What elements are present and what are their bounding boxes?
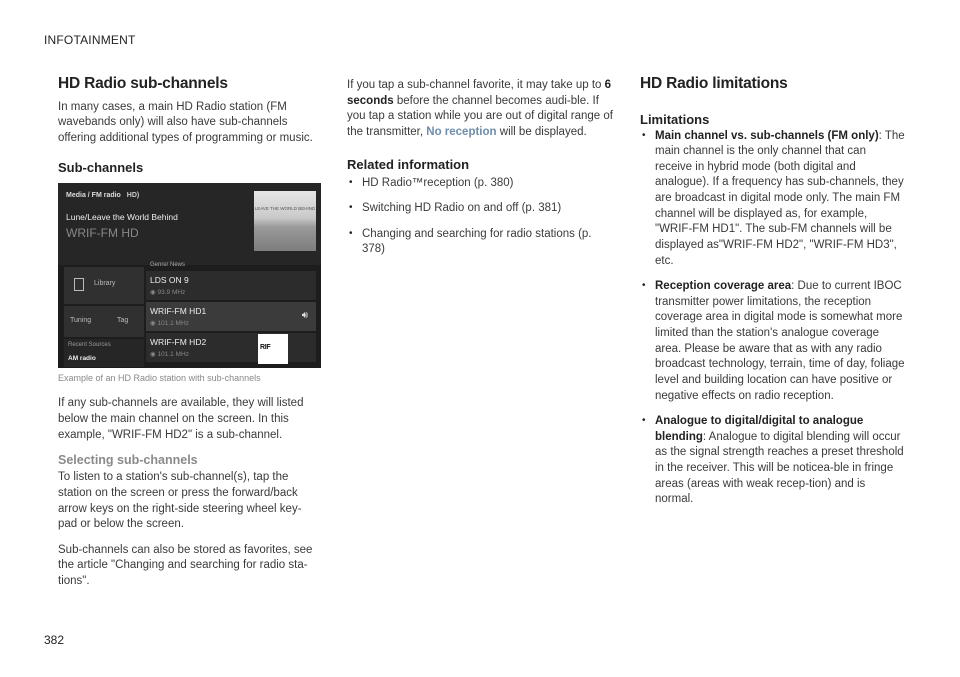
related-link[interactable]: • Changing and searching for radio stations (p. 378) xyxy=(347,227,617,258)
station-logo xyxy=(258,334,288,364)
station-row xyxy=(146,333,316,362)
station-row-name: WRIF-FM HD2 xyxy=(150,337,207,348)
figure-caption: Example of an HD Radio station with sub-channels xyxy=(58,373,261,384)
limitations-title: HD Radio limitations xyxy=(640,75,788,92)
hd-radio-icon: HD) xyxy=(126,192,140,200)
limitations-list xyxy=(640,129,906,508)
recent-sources-tile xyxy=(64,339,144,367)
column-1 xyxy=(58,75,320,600)
library-label: Library xyxy=(94,280,116,288)
album-art xyxy=(254,191,316,251)
column-2 xyxy=(347,78,617,268)
signal-icon: ◉ xyxy=(150,289,158,297)
tuning-tag-tile xyxy=(64,306,144,337)
selecting-heading: Selecting sub-channels xyxy=(58,453,198,468)
screen-station-name: WRIF-FM HD xyxy=(66,226,139,241)
column-3 xyxy=(640,75,906,518)
station-row-freq: ◉ 101.1 MHz xyxy=(150,320,189,328)
limitations-heading: Limitations xyxy=(640,111,710,127)
intro-paragraph: In many cases, a main HD Radio station (FM wavebands only) will also have sub-channels offering additional types of programming or music. xyxy=(58,100,313,144)
station-row xyxy=(146,302,316,331)
signal-icon: ◉ xyxy=(150,320,158,328)
screen-menu-label: Media / FM radio HD) xyxy=(66,192,140,200)
library-tile xyxy=(64,267,144,304)
screen-song-title: Lune/Leave the World Behind xyxy=(66,212,178,223)
related-list xyxy=(347,176,617,259)
emphasis-text: 6 seconds xyxy=(347,79,612,107)
no-reception-text: No reception xyxy=(426,125,497,138)
signal-icon: ◉ xyxy=(150,351,158,359)
paragraph: Sub-channels can also be stored as favorites, see the article "Changing and searching for radio sta-tions". xyxy=(58,543,313,588)
station-logo-text: RIF xyxy=(260,344,271,352)
station-row-name: WRIF-FM HD1 xyxy=(150,306,207,317)
limitation-item: • Analogue to digital/digital to analogue blending: Analogue to digital blending will occur as the signal strength reaches a preset threshold in the receiver. This will be noticea-ble in fringe areas (areas with weak recep-tion) and is normal. xyxy=(640,414,906,508)
limitation-item: • Reception coverage area: Due to current IBOC transmitter power limitations, the reception coverage area in digital mode is somewhat more limited than the station's analogue coverage area. Please be aware that as with any radio broadcast technology, terrain, time of day, foliage level and building location can have positive or negative effects on radio reception. xyxy=(640,279,906,404)
album-art-text: LEAVE THE WORLD BEHIND xyxy=(254,206,316,212)
running-head: INFOTAINMENT xyxy=(44,33,136,47)
station-row xyxy=(146,271,316,300)
library-icon xyxy=(74,278,84,291)
station-row-freq: ◉ 101.1 MHz xyxy=(150,351,189,359)
tuning-label: Tuning xyxy=(70,317,92,325)
speaker-icon: 🔊︎ xyxy=(301,310,308,322)
am-radio-label: AM radio xyxy=(68,355,96,363)
radio-screen-illustration xyxy=(58,183,321,368)
station-row-freq: ◉ 93.9 MHz xyxy=(150,289,186,297)
paragraph: To listen to a station's sub-channel(s), tap the station on the screen or press the forward/back arrow keys on the right-side steering wheel key-pad or below the screen. xyxy=(58,471,302,531)
recent-sources-label: Recent Sources xyxy=(68,342,111,349)
genre-label: Genre/ News xyxy=(150,262,186,269)
paragraph: If you tap a sub-channel favorite, it may take up to 6 seconds before the channel becomes audi-ble. If you tap a station while you are out of digital range of the transmitter, No reception will be displayed. xyxy=(347,79,613,138)
section-title: HD Radio sub-channels xyxy=(58,75,228,92)
sub-channels-heading: Sub-channels xyxy=(58,160,144,176)
related-link[interactable]: • Switching HD Radio on and off (p. 381) xyxy=(347,201,617,217)
related-information-heading: Related information xyxy=(347,156,470,172)
station-row-name: LDS ON 9 xyxy=(150,275,189,286)
page-number: 382 xyxy=(44,633,65,647)
limitation-item: • Main channel vs. sub-channels (FM only): The main channel is the only channel that can receive in hybrid mode (both digital and analogue). If a frequency has sub-channels, they are broadcast in digital mode only. The main FM channel will be displayed as, for example, "WRIF-FM HD1". The sub-FM channels will be displayed as"WRIF-FM HD2", "WRIF-FM HD3", etc. xyxy=(640,129,906,270)
tag-label: Tag xyxy=(117,317,129,325)
paragraph: If any sub-channels are available, they will listed below the main channel on the screen. In this example, "WRIF-FM HD2" is a sub-channel. xyxy=(58,397,304,441)
related-link[interactable]: • HD Radio™reception (p. 380) xyxy=(347,176,617,192)
